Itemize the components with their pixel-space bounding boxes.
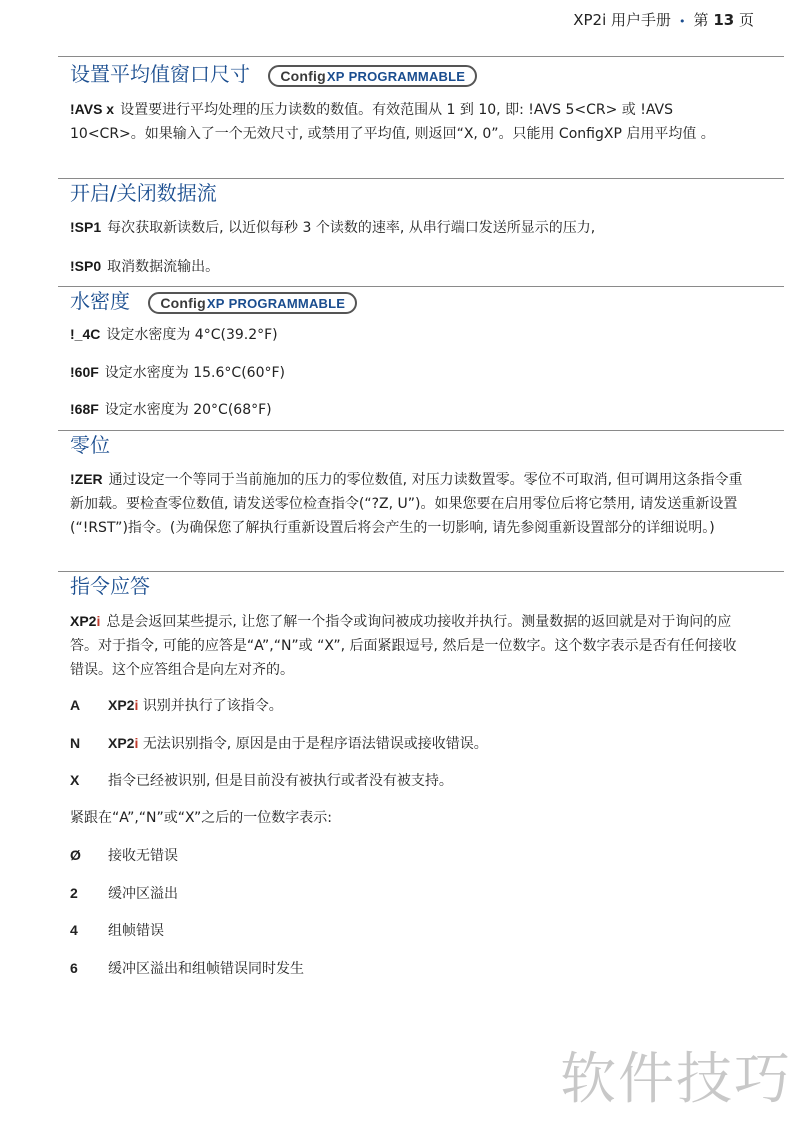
response-code-row — [70, 731, 488, 756]
command-description: 设定水密度为 15.6°C(60°F) — [104, 365, 285, 381]
page-number: 13 — [713, 11, 735, 29]
command-code: !SP1 — [70, 219, 102, 235]
digits-intro — [70, 806, 332, 830]
response-code-text: 识别并执行了该指令。 — [142, 698, 283, 714]
digit-row — [70, 918, 164, 943]
digit-row — [70, 881, 178, 906]
density-item — [70, 397, 750, 422]
configxp-badge — [268, 65, 477, 87]
digit-row — [70, 843, 178, 868]
section-divider — [58, 430, 784, 431]
digit-key: 6 — [70, 960, 78, 976]
digit-row — [70, 956, 304, 981]
section-title-avs — [70, 62, 477, 87]
section-title-response — [70, 574, 150, 598]
response-code-key: A — [70, 697, 81, 713]
command-description: 设定水密度为 20°C(68°F) — [104, 402, 272, 418]
page-header — [573, 9, 754, 30]
brand-i: i — [134, 697, 139, 713]
section-divider — [58, 178, 784, 179]
command-description: 设置要进行平均处理的压力读数的数值。有效范围从 1 到 10, 即: !AVS 5<CR> 或 !AVS 10<CR>。如果输入了一个无效尺寸, 或禁用了平均值, 则返回“X, 0”。只能用 ConfigXP 启用平均值 。 — [70, 102, 715, 142]
section-title-text: 零位 — [70, 433, 110, 457]
header-separator: • — [679, 15, 686, 28]
brand-i: i — [96, 613, 101, 629]
response-code-row — [70, 693, 283, 718]
sp1-paragraph — [70, 215, 750, 240]
density-item — [70, 360, 750, 385]
manual-title: XP2i 用户手册 — [573, 11, 672, 29]
response-intro-text: 总是会返回某些提示, 让您了解一个指令或询问被成功接收并执行。测量数据的返回就是对于询问的应答。对于指令, 可能的应答是“A”,“N”或 “X”, 后面紧跟逗号, 然后是一位数字。这个数字表示是否有任何接收错误。这个应答组合是向左对齐的。 — [70, 614, 737, 678]
command-description: 设定水密度为 4°C(39.2°F) — [106, 327, 278, 343]
section-title-text: 设置平均值窗口尺寸 — [70, 62, 250, 86]
badge-programmable: PROGRAMMABLE — [228, 295, 346, 311]
brand-text: XP2 — [108, 735, 135, 751]
digit-key: 4 — [70, 922, 78, 938]
digit-text: 缓冲区溢出 — [108, 886, 178, 902]
response-code-key: X — [70, 772, 80, 788]
section-divider — [58, 56, 784, 57]
command-description: 取消数据流输出。 — [107, 259, 220, 275]
command-code: !SP0 — [70, 258, 102, 274]
response-code-key: N — [70, 735, 81, 751]
response-code-text: 无法识别指令, 原因是由于是程序语法错误或接收错误。 — [142, 736, 488, 752]
badge-config: Config — [160, 294, 206, 311]
brand-text: XP2 — [70, 613, 97, 629]
command-code: !_4C — [70, 326, 101, 342]
section-title-zero — [70, 433, 110, 457]
section-title-text: 开启/关闭数据流 — [70, 181, 217, 205]
brand-i: i — [134, 735, 139, 751]
badge-programmable: PROGRAMMABLE — [348, 68, 466, 84]
watermark: 软件技巧 — [560, 1047, 792, 1112]
zero-paragraph — [70, 467, 750, 540]
section-title-text: 水密度 — [70, 289, 130, 313]
avs-paragraph — [70, 97, 750, 146]
digit-text: 接收无错误 — [108, 848, 178, 864]
brand-xp2i — [108, 697, 138, 713]
section-title-stream — [70, 181, 217, 205]
digit-text: 组帧错误 — [108, 923, 164, 939]
response-code-row — [70, 768, 453, 793]
badge-config: Config — [280, 67, 326, 84]
command-code: !60F — [70, 364, 99, 380]
section-title-text: 指令应答 — [70, 574, 150, 598]
response-code-text: 指令已经被识别, 但是目前没有被执行或者没有被支持。 — [108, 773, 453, 789]
brand-xp2i — [70, 613, 100, 629]
configxp-badge — [148, 292, 357, 314]
command-code: !68F — [70, 401, 99, 417]
digit-key: Ø — [70, 847, 81, 863]
badge-xp: XP — [326, 68, 345, 84]
response-intro — [70, 609, 750, 682]
page-prefix: 第 — [693, 11, 709, 29]
section-divider — [58, 286, 784, 287]
command-code: !AVS x — [70, 101, 115, 117]
page-suffix: 页 — [738, 11, 754, 29]
command-description: 通过设定一个等同于当前施加的压力的零位数值, 对压力读数置零。零位不可取消, 但可调用这条指令重新加载。要检查零位数值, 请发送零位检查指令(“?Z, U”)。如果您要在启用零位后将它禁用, 请发送重新设置(“!RST”)指令。(为确保您了解执行重新设置后将会产生的一切影响, 请先参阅重新设置部分的详细说明。) — [70, 472, 743, 536]
command-code: !ZER — [70, 471, 103, 487]
density-item — [70, 322, 750, 347]
digit-text: 缓冲区溢出和组帧错误同时发生 — [108, 961, 304, 977]
section-divider — [58, 571, 784, 572]
digit-key: 2 — [70, 885, 78, 901]
command-description: 每次获取新读数后, 以近似每秒 3 个读数的速率, 从串行端口发送所显示的压力, — [107, 220, 596, 236]
badge-xp: XP — [206, 295, 225, 311]
brand-text: XP2 — [108, 697, 135, 713]
sp0-paragraph — [70, 254, 750, 279]
digits-intro-text: 紧跟在“A”,“N”或“X”之后的一位数字表示: — [70, 810, 333, 826]
section-title-density — [70, 289, 357, 314]
brand-xp2i — [108, 735, 138, 751]
